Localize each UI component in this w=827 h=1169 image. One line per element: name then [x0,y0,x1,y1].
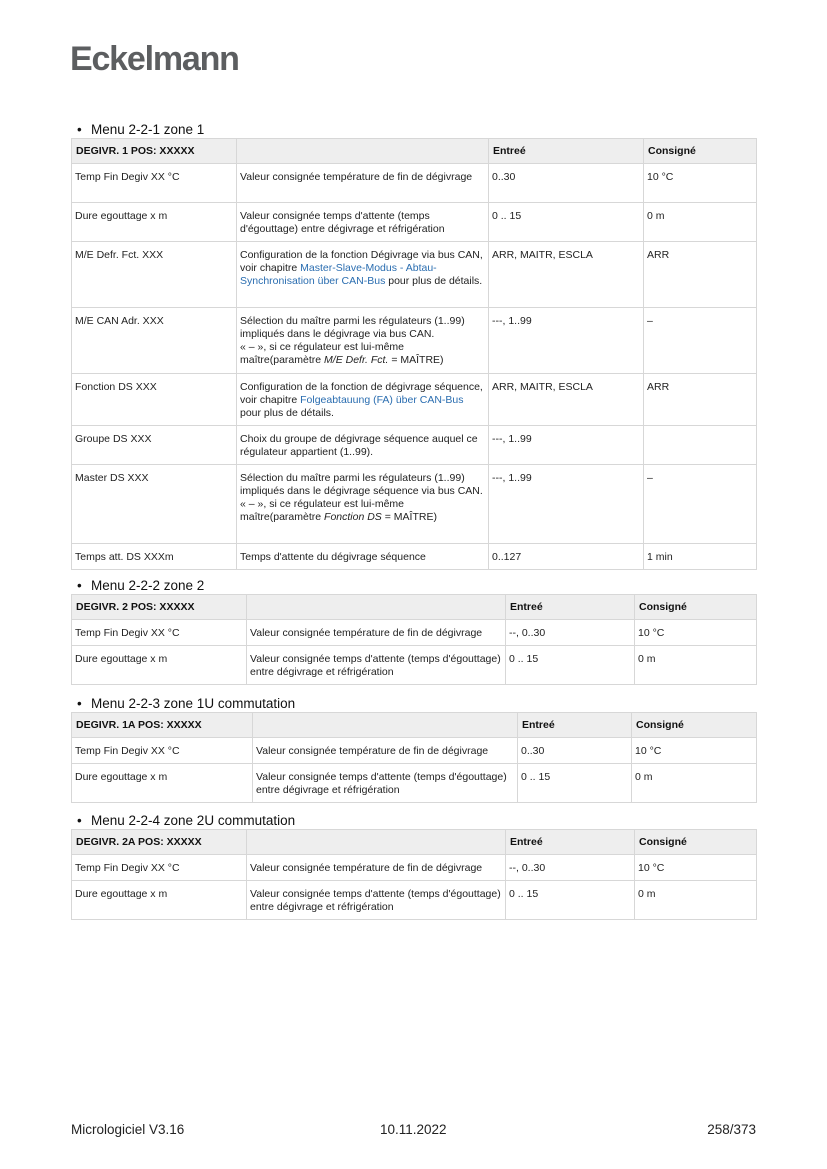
table-row [72,738,757,764]
table-row [72,764,757,803]
consigne-cell: 10 °C [644,164,757,203]
entree-cell: ---, 1..99 [489,426,644,465]
header-consigne: Consigné [644,139,757,164]
table-row [72,881,757,920]
desc-cell: Valeur consignée temps d'attente (temps d'égouttage) entre dégivrage et réfrigération [247,646,506,685]
header-consigne: Consigné [635,595,757,620]
consigne-cell: 0 m [635,646,757,685]
chapter-link-master-slave[interactable]: Master-Slave-Modus - Abtau-Synchronisation über CAN-Bus [240,262,437,287]
section-menu-2-2-1 [71,121,756,570]
consigne-cell: 10 °C [635,620,757,646]
footer-software-version: Micrologiciel V3.16 [71,1122,185,1137]
header-entree: Entreé [489,139,644,164]
consigne-cell: 10 °C [635,855,757,881]
header-consigne: Consigné [635,830,757,855]
section-title-text: Menu 2-2-1 zone 1 [91,122,205,137]
table-row [72,620,757,646]
entree-cell: 0..127 [489,544,644,570]
table-row [72,426,757,465]
header-blank [247,830,506,855]
section-title-text: Menu 2-2-2 zone 2 [91,578,205,593]
entree-cell: ARR, MAITR, ESCLA [489,374,644,426]
parameter-table [71,594,757,685]
param-cell: Fonction DS XXX [72,374,237,426]
table-row [72,203,757,242]
param-cell: M/E Defr. Fct. XXX [72,242,237,308]
consigne-cell: – [644,465,757,544]
desc-cell: Valeur consignée temps d'attente (temps d'égouttage) entre dégivrage et réfrigération [247,881,506,920]
entree-cell: 0..30 [489,164,644,203]
param-cell: Dure egouttage x m [72,203,237,242]
desc-cell: Configuration de la fonction Dégivrage via bus CAN, voir chapitre Master-Slave-Modus - Abtau-Synchronisation über CAN-Bus pour plus de détails. [237,242,489,308]
parameter-table [71,138,757,570]
param-cell: Temps att. DS XXXm [72,544,237,570]
section-menu-2-2-3 [71,695,756,803]
param-cell: Dure egouttage x m [72,764,253,803]
header-menu-label: DEGIVR. 1A POS: XXXXX [72,713,253,738]
param-cell: Temp Fin Degiv XX °C [72,738,253,764]
header-entree: Entreé [518,713,632,738]
desc-cell: Sélection du maître parmi les régulateurs (1..99) impliqués dans le dégivrage via bus CAN. « – », si ce régulateur est lui-même maître(paramètre M/E Defr. Fct. = MAÎTRE) [237,308,489,374]
section-title: • Menu 2-2-3 zone 1U commutation [77,696,296,711]
header-blank [237,139,489,164]
footer-date: 10.11.2022 [380,1122,447,1137]
desc-cell: Valeur consignée température de fin de dégivrage [247,855,506,881]
chapter-link-folgeabtauung[interactable]: Folgeabtauung (FA) über CAN-Bus [300,394,464,406]
param-cell: Temp Fin Degiv XX °C [72,620,247,646]
consigne-cell: 1 min [644,544,757,570]
header-entree: Entreé [506,830,635,855]
consigne-cell: 10 °C [632,738,757,764]
entree-cell: 0 .. 15 [489,203,644,242]
desc-cell: Temps d'attente du dégivrage séquence [237,544,489,570]
header-menu-label: DEGIVR. 1 POS: XXXXX [72,139,237,164]
eckelmann-logo: Eckelmann [70,40,239,78]
header-menu-label: DEGIVR. 2 POS: XXXXX [72,595,247,620]
table-row [72,544,757,570]
entree-cell: 0 .. 15 [506,881,635,920]
consigne-cell [644,426,757,465]
header-menu-label: DEGIVR. 2A POS: XXXXX [72,830,247,855]
section-title-text: Menu 2-2-4 zone 2U commutation [91,813,296,828]
table-header-row [72,713,757,738]
table-row [72,308,757,374]
footer-page-number: 258/373 [707,1122,756,1137]
desc-cell: Valeur consignée température de fin de dégivrage [247,620,506,646]
consigne-cell: 0 m [644,203,757,242]
consigne-cell: 0 m [632,764,757,803]
header-consigne: Consigné [632,713,757,738]
section-menu-2-2-4 [71,812,756,920]
header-blank [253,713,518,738]
desc-cell: Valeur consignée temps d'attente (temps d'égouttage) entre dégivrage et réfrigération [237,203,489,242]
param-cell: Temp Fin Degiv XX °C [72,855,247,881]
entree-cell: 0..30 [518,738,632,764]
entree-cell: ---, 1..99 [489,308,644,374]
entree-cell: ---, 1..99 [489,465,644,544]
param-cell: M/E CAN Adr. XXX [72,308,237,374]
section-title: • Menu 2-2-4 zone 2U commutation [77,813,296,828]
table-header-row [72,830,757,855]
param-cell: Master DS XXX [72,465,237,544]
consigne-cell: ARR [644,374,757,426]
parameter-table [71,712,757,803]
param-cell: Groupe DS XXX [72,426,237,465]
header-entree: Entreé [506,595,635,620]
section-title: • Menu 2-2-1 zone 1 [77,122,205,137]
entree-cell: --, 0..30 [506,855,635,881]
table-row [72,465,757,544]
header-blank [247,595,506,620]
table-header-row [72,595,757,620]
table-row [72,164,757,203]
section-title: • Menu 2-2-2 zone 2 [77,578,205,593]
parameter-table [71,829,757,920]
section-title-text: Menu 2-2-3 zone 1U commutation [91,696,296,711]
consigne-cell: ARR [644,242,757,308]
entree-cell: 0 .. 15 [518,764,632,803]
entree-cell: --, 0..30 [506,620,635,646]
desc-cell: Valeur consignée température de fin de dégivrage [237,164,489,203]
entree-cell: ARR, MAITR, ESCLA [489,242,644,308]
table-row [72,855,757,881]
table-row [72,374,757,426]
param-cell: Dure egouttage x m [72,646,247,685]
table-row [72,242,757,308]
entree-cell: 0 .. 15 [506,646,635,685]
section-menu-2-2-2 [71,577,756,685]
param-cell: Dure egouttage x m [72,881,247,920]
table-header-row [72,139,757,164]
consigne-cell: – [644,308,757,374]
desc-cell: Configuration de la fonction de dégivrage séquence, voir chapitre Folgeabtauung (FA) über CAN-Bus pour plus de détails. [237,374,489,426]
desc-cell: Sélection du maître parmi les régulateurs (1..99) impliqués dans le dégivrage séquence via bus CAN. « – », si ce régulateur est lui-même maître(paramètre Fonction DS = MAÎTRE) [237,465,489,544]
param-cell: Temp Fin Degiv XX °C [72,164,237,203]
desc-cell: Choix du groupe de dégivrage séquence auquel ce régulateur appartient (1..99). [237,426,489,465]
desc-cell: Valeur consignée temps d'attente (temps d'égouttage) entre dégivrage et réfrigération [253,764,518,803]
consigne-cell: 0 m [635,881,757,920]
desc-cell: Valeur consignée température de fin de dégivrage [253,738,518,764]
table-row [72,646,757,685]
